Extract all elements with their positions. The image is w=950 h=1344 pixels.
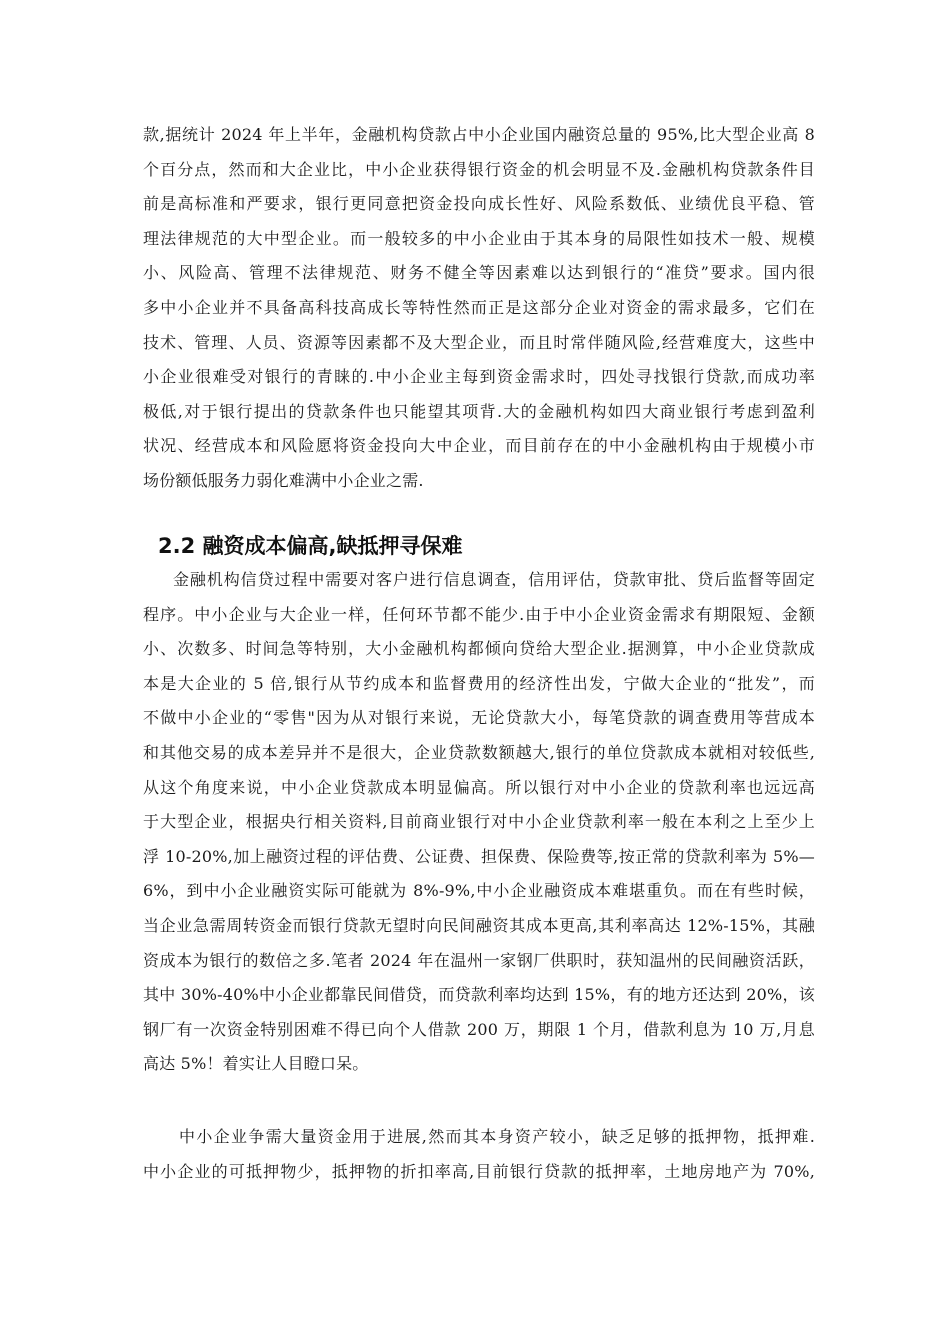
text-line: 场份额低服务力弱化难满中小企业之需. [143, 470, 424, 490]
text-line: 款,据统计 2024 年上半年，金融机构贷款占中小企业国内融资总量的 95%,比大型企业高 8 [143, 125, 815, 144]
text-line: 个百分点，然而和大企业比，中小企业获得银行资金的机会明显不及.金融机构贷款条件目 [143, 159, 815, 179]
section-heading: 2.2 融资成本偏高,缺抵押寻保难 [158, 534, 463, 558]
text-line: 和其他交易的成本差异并不是很大，企业贷款数额越大,银行的单位贷款成本就相对较低些, [143, 742, 815, 762]
text-line: 金融机构信贷过程中需要对客户进行信息调查，信用评估，贷款审批、贷后监督等固定 [173, 570, 815, 589]
text-line: 小、次数多、时间急等特别，大小金融机构都倾向贷给大型企业.据测算，中小企业贷款成 [143, 639, 815, 659]
text-line: 其中 30%-40%中小企业都靠民间借贷，而贷款利率均达到 15%，有的地方还达到 20%，该 [143, 985, 815, 1005]
text-line: 当企业急需周转资金而银行贷款无望时向民间融资其成本更高,其利率高达 12%-15%，其融 [143, 915, 815, 935]
text-line: 技术、管理、人员、资源等因素都不及大型企业，而且时常伴随风险,经营难度大，这些中 [143, 332, 815, 352]
text-line: 从这个角度来说，中小企业贷款成本明显偏高。所以银行对中小企业的贷款利率也远远高 [143, 777, 815, 797]
text-line: 极低,对于银行提出的贷款条件也只能望其项背.大的金融机构如四大商业银行考虑到盈利 [143, 401, 815, 421]
text-line: 高达 5%！着实让人目瞪口呆。 [143, 1054, 369, 1074]
text-line: 浮 10-20%,加上融资过程的评估费、公证费、担保费、保险费等,按正常的贷款利率为 5%— [143, 846, 815, 866]
text-line: 多中小企业并不具备高科技高成长等特性然而正是这部分企业对资金的需求最多，它们在 [143, 297, 815, 317]
text-line: 程序。中小企业与大企业一样，任何环节都不能少.由于中小企业资金需求有期限短、金额 [143, 604, 815, 624]
text-line: 本是大企业的 5 倍,银行从节约成本和监督费用的经济性出发，宁做大企业的“批发”，而 [143, 673, 815, 693]
paragraph-1 [143, 118, 815, 499]
text-line: 于大型企业，根据央行相关资料,目前商业银行对中小企业贷款利率一般在本利之上至少上 [143, 812, 815, 832]
text-line: 小、风险高、管理不法律规范、财务不健全等因素难以达到银行的“准贷”要求。国内很 [143, 263, 815, 283]
text-line: 中小企业争需大量资金用于进展,然而其本身资产较小，缺乏足够的抵押物，抵押难. [179, 1127, 815, 1146]
paragraph-3 [143, 1120, 815, 1189]
text-line: 前是高标准和严要求，银行更同意把资金投向成长性好、风险系数低、业绩优良平稳、管 [143, 194, 815, 214]
text-line: 中小企业的可抵押物少，抵押物的折扣率高,目前银行贷款的抵押率，土地房地产为 70%, [143, 1161, 815, 1181]
text-line: 状况、经营成本和风险愿将资金投向大中企业，而目前存在的中小金融机构由于规模小市 [143, 436, 815, 456]
text-line: 6%，到中小企业融资实际可能就为 8%-9%,中小企业融资成本难堪重负。而在有些时候， [143, 881, 815, 901]
text-line: 钢厂有一次资金特别困难不得已向个人借款 200 万，期限 1 个月，借款利息为 10 万,月息 [143, 1019, 815, 1039]
text-line: 资成本为银行的数倍之多.笔者 2024 年在温州一家钢厂供职时，获知温州的民间融资活跃， [143, 950, 815, 970]
paragraph-2 [143, 563, 815, 1082]
text-line: 小企业很难受对银行的青睐的.中小企业主每到资金需求时，四处寻找银行贷款,而成功率 [143, 367, 815, 387]
text-line: 不做中小企业的“零售"因为从对银行来说，无论贷款大小，每笔贷款的调查费用等营成本 [143, 708, 815, 728]
text-line: 理法律规范的大中型企业。而一般较多的中小企业由于其本身的局限性如技术一般、规模 [143, 228, 815, 248]
